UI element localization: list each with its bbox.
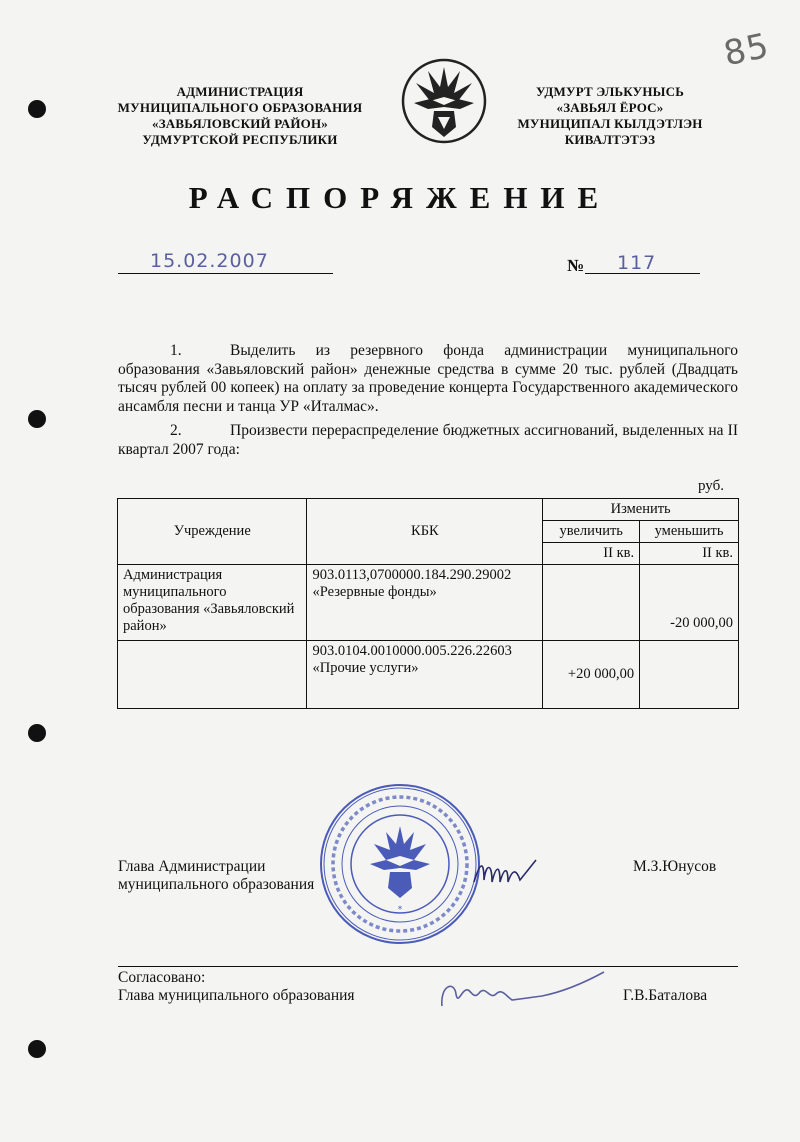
emblem-logo xyxy=(400,57,488,145)
cell-institution: Администрация муниципального образования «Завьяловский район» xyxy=(118,565,307,641)
number-label: № xyxy=(567,256,585,275)
cell-institution xyxy=(118,641,307,709)
header-right xyxy=(510,84,710,148)
item-text: Выделить из резервного фонда администрации муниципального образования «Завьяловский район» денежные средства в сумме 20 тыс. рублей (Двадцать тысяч рублей 00 копеек) на оплату за проведение концерта Государственного академического ансамбля песни и танца УР «Италмас». xyxy=(118,342,738,415)
header-right-line: МУНИЦИПАЛ КЫЛДЭТЛЭН xyxy=(517,116,703,131)
cell-increase xyxy=(543,565,640,641)
official-stamp xyxy=(318,782,482,946)
allocation-table xyxy=(117,498,739,709)
header-right-line: КИВАЛТЭТЭЗ xyxy=(564,132,656,147)
document-title: РАСПОРЯЖЕНИЕ xyxy=(188,180,612,215)
number-underline xyxy=(585,273,700,274)
kbk-name: «Резервные фонды» xyxy=(312,584,437,600)
approval-divider xyxy=(118,966,738,967)
date-underline xyxy=(118,273,333,274)
cell-decrease: -20 000,00 xyxy=(640,565,739,641)
cell-increase: +20 000,00 xyxy=(543,641,640,709)
header-left-line: АДМИНИСТРАЦИЯ xyxy=(176,84,304,99)
approval-signature xyxy=(432,966,612,1018)
cell-decrease xyxy=(640,641,739,709)
item-2 xyxy=(118,422,738,459)
header-decrease: уменьшить xyxy=(640,521,739,543)
currency-unit: руб. xyxy=(698,478,724,494)
kbk-code: 903.0104.0010000.005.226.22603 xyxy=(312,643,512,659)
svg-text:*: * xyxy=(397,905,403,915)
signatory-position-line: муниципального образования xyxy=(118,876,315,893)
table-row xyxy=(118,565,739,641)
approval-position: Глава муниципального образования xyxy=(118,987,355,1004)
header-right-line: УДМУРТ ЭЛЬКУНЫСЬ xyxy=(535,84,685,99)
signatory-position-line: Глава Администрации xyxy=(118,858,266,875)
handwritten-signature xyxy=(470,852,540,896)
header-change: Изменить xyxy=(543,499,739,521)
item-text: Произвести перераспределение бюджетных ассигнований, выделенных на II квартал 2007 года: xyxy=(118,422,738,458)
punch-hole xyxy=(28,1040,46,1058)
document-date: 15.02.2007 xyxy=(150,250,269,272)
item-number: 2. xyxy=(170,422,182,439)
kbk-code: 903.0113,0700000.184.290.29002 xyxy=(312,567,512,583)
header-left xyxy=(100,84,380,148)
header-left-line: УДМУРТСКОЙ РЕСПУБЛИКИ xyxy=(142,132,338,147)
signatory-name: М.З.Юнусов xyxy=(633,858,717,875)
approval-label: Согласовано: xyxy=(118,969,206,986)
signatory-position xyxy=(118,858,314,894)
header-increase: увеличить xyxy=(543,521,640,543)
table-row xyxy=(118,641,739,709)
document-number: 117 xyxy=(617,252,657,274)
header-institution: Учреждение xyxy=(118,499,307,565)
header-left-line: «ЗАВЬЯЛОВСКИЙ РАЙОН» xyxy=(152,116,328,131)
header-left-line: МУНИЦИПАЛЬНОГО ОБРАЗОВАНИЯ xyxy=(117,100,363,115)
approval-name: Г.В.Баталова xyxy=(623,987,708,1004)
header-kbk: КБК xyxy=(307,499,543,565)
item-number: 1. xyxy=(170,342,182,359)
punch-hole xyxy=(28,410,46,428)
punch-hole xyxy=(28,100,46,118)
header-right-line: «ЗАВЬЯЛ ЁРОС» xyxy=(556,100,664,115)
cell-kbk xyxy=(307,641,543,709)
corner-note: 85 xyxy=(720,25,773,75)
cell-kbk xyxy=(307,565,543,641)
punch-hole xyxy=(28,724,46,742)
kbk-name: «Прочие услуги» xyxy=(312,660,419,676)
header-quarter-decrease: II кв. xyxy=(640,543,739,565)
item-1 xyxy=(118,342,738,416)
header-quarter-increase: II кв. xyxy=(543,543,640,565)
